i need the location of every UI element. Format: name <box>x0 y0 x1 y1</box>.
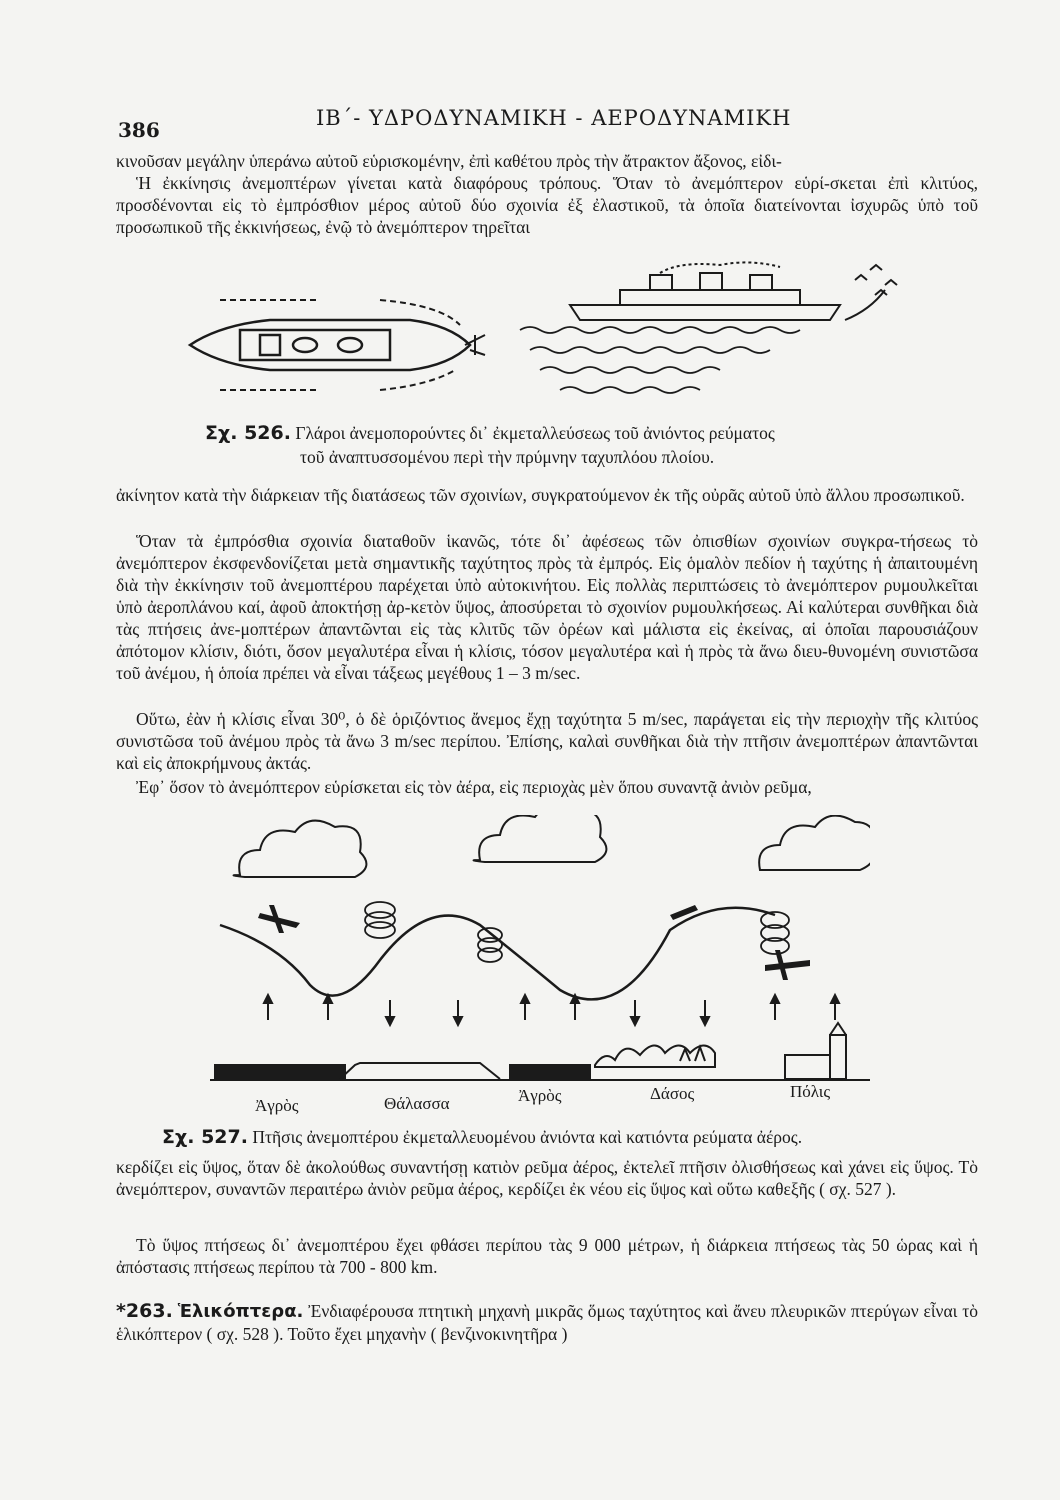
flight-path <box>220 908 775 1000</box>
section-body: Ἐνδιαφέρουσα πτητικὴ μηχανὴ μικρᾶς ὅμως ταχύτητος καὶ ἄνευ πλευρικῶν πτερύγων εἶναι τὸ ἑλικόπτερον ( σχ. 528 ). Τοῦτο ἔχει μηχανὴν ( βενζινοκινητῆρα ) <box>116 1301 979 1344</box>
landscape <box>210 1023 870 1080</box>
place-label-agros-2: Ἀγρὸς <box>518 1086 562 1105</box>
place-label-polis: Πόλις <box>790 1082 831 1101</box>
cloud-icons <box>234 815 870 877</box>
paragraph-3: ἀκίνητον κατὰ τὴν διάρκειαν τῆς διατάσεως τῶν σχοινίων, συγκρατούμενον ἐκ τῆς οὐρᾶς αὐτοῦ ὑπὸ ἄλλου προσωπικοῦ. <box>116 485 965 505</box>
loop-spirals <box>365 902 789 962</box>
section-263 <box>116 1300 978 1345</box>
page-number: 386 <box>118 118 160 142</box>
place-label-thalassa: Θάλασσα <box>384 1094 450 1113</box>
figure-526-caption <box>205 422 775 444</box>
air-flow-arrows <box>220 300 460 390</box>
place-label-dasos: Δάσος <box>650 1084 695 1103</box>
place-label-agros-1: Ἀγρὸς <box>255 1096 299 1115</box>
figure-527-label: Σχ. 527. <box>162 1126 248 1148</box>
sea-waves <box>520 327 800 393</box>
section-number: *263. <box>116 1300 173 1322</box>
ship-sideview <box>570 262 840 320</box>
paragraph-7: κερδίζει εἰς ὕψος, ὅταν δὲ ἀκολούθως συναντήσῃ κατιὸν ρεῦμα ἀέρος, ἐκτελεῖ πτῆσιν ὀλισθήσεως καὶ χάνει εἰς ὕψος. Τὸ ἀνεμόπτερον, συναντῶν περαιτέρω ἀνιὸν ρεῦμα ἀέρος, κερδίζει ἐκ νέου εἰς ὕψος καὶ οὕτω καθεξῆς ( σχ. 527 ). <box>116 1157 978 1199</box>
figure-526-illustration <box>180 255 920 420</box>
boat-topview <box>190 320 470 370</box>
gull-icon <box>465 335 485 355</box>
paragraph-6: Ἐφ᾽ ὅσον τὸ ἀνεμόπτερον εὑρίσκεται εἰς τὸν ἀέρα, εἰς περιοχὰς μὲν ὅπου συναντᾷ ἀνιὸν ρεῦμα, <box>136 777 812 797</box>
figure-527-caption-text: Πτῆσις ἀνεμοπτέρου ἐκμεταλλευομένου ἀνιόντα καὶ κατιόντα ρεύματα ἀέρος. <box>252 1127 803 1147</box>
figure-527-caption <box>162 1126 802 1148</box>
figure-526-label: Σχ. 526. <box>205 422 291 444</box>
figure-526-caption-2: τοῦ ἀναπτυσσομένου περὶ τὴν πρύμνην ταχυπλόου πλοίου. <box>300 447 715 467</box>
paragraph-4: Ὅταν τὰ ἐμπρόσθια σχοινία διαταθοῦν ἱκανῶς, τότε δι᾽ ἀφέσεως τῶν ὀπισθίων σχοινίων συγκρα-τήσεως τὸ ἀνεμόπτερον ἐκσφενδονίζεται μετὰ σημαντικῆς ταχύτητος πρὸς τὰ ἐμπρός. Εἰς ὁμαλὸν πεδίον ἡ ταχύτης ἡ ἀπαιτουμένη διὰ τὴν ἐκκίνησιν τοῦ ἀνεμοπτέρου παρέχεται ὑπὸ αὐτοκινήτου. Εἰς πολλὰς περιπτώσεις τὸ ἀνεμόπτερον ρυμουλκεῖται ὑπὸ ἀεροπλάνου καί, ἀφοῦ ἀποκτήσῃ ἀρ-κετὸν ὕψος, ἀποσύρεται τὸ σχοινίον ρυμουλκήσεως. Αἱ καλύτεραι συνθῆκαι διὰ τὰς πτήσεις ἀνε-μοπτέρων ἀπαντῶνται εἰς τὰς κλιτῦς τῶν ὀρέων καὶ μάλιστα εἰς ἐκείνας, αἱ ὁποῖαι παρουσιάζουν ἀπότομον κλίσιν, διότι, ὅσον μεγαλυτέρα εἶναι ἡ κλίσις, τόσον μεγαλυτέρα καὶ ἡ πρὸς τὰ ἄνω διευ-θυνομένη συνιστῶσα τοῦ ἀνέμου, ἡ ὁποία πρέπει νὰ εἶναι τάξεως μεγέθους 1 – 3 m/sec. <box>116 531 978 683</box>
gulls-flock-icon <box>845 265 897 320</box>
section-title: Ἑλικόπτερα. <box>177 1301 304 1322</box>
figure-526-caption-line1: Γλάροι ἀνεμοπορούντες δι᾽ ἐκμεταλλεύσεως τοῦ ἀνιόντος ρεύματος <box>295 423 775 443</box>
paragraph-1: κινοῦσαν μεγάλην ὑπεράνω αὐτοῦ εὑρισκομένην, ἐπὶ καθέτου πρὸς τὴν ἄτρακτον ἄξονος, εἰδι- <box>116 151 782 171</box>
air-current-arrows <box>264 995 839 1025</box>
running-title: ΙΒ΄- ΥΔΡΟΔΥΝΑΜΙΚΗ - ΑΕΡΟΔΥΝΑΜΙΚΗ <box>316 106 792 130</box>
page-header <box>116 104 976 144</box>
paragraph-8: Τὸ ὕψος πτήσεως δι᾽ ἀνεμοπτέρου ἔχει φθάσει περίπου τὰς 9 000 μέτρων, ἡ διάρκεια πτήσεως τὰς 50 ὡρας καὶ ἡ ἀπόστασις πτήσεως περίπου τὰ 700 - 800 km. <box>116 1235 978 1277</box>
paragraph-5: Οὕτω, ἐὰν ἡ κλίσις εἶναι 30⁰, ὁ δὲ ὁριζόντιος ἄνεμος ἔχῃ ταχύτητα 5 m/sec, παράγεται εἰς τὴν περιοχὴν τῆς κλιτύος συνιστῶσα τοῦ ἀνέμου πρὸς τὰ ἄνω 3 m/sec περίπου. Ἐπίσης, καλαὶ συνθῆκαι διὰ τὴν πτῆσιν ἀνεμοπτέρων ἀπαντῶνται καὶ εἰς ἀποκρήμνους ἀκτάς. <box>116 709 978 773</box>
paragraph-2: Ἡ ἐκκίνησις ἀνεμοπτέρων γίνεται κατὰ διαφόρους τρόπους. Ὅταν τὸ ἀνεμόπτερον εὑρί-σκεται ἐπὶ κλιτύος, προσδένονται εἰς τὸ ἐμπρόσθιον μέρος αὐτοῦ δύο σχοινία ἐξ ἐλαστικοῦ, τὰ ὁποῖα διατείνονται ἰσχυρῶς ὑπὸ τοῦ προσωπικοῦ τῆς ἐκκινήσεως, ἐνῷ τὸ ἀνεμόπτερον τηρεῖται <box>116 173 978 237</box>
